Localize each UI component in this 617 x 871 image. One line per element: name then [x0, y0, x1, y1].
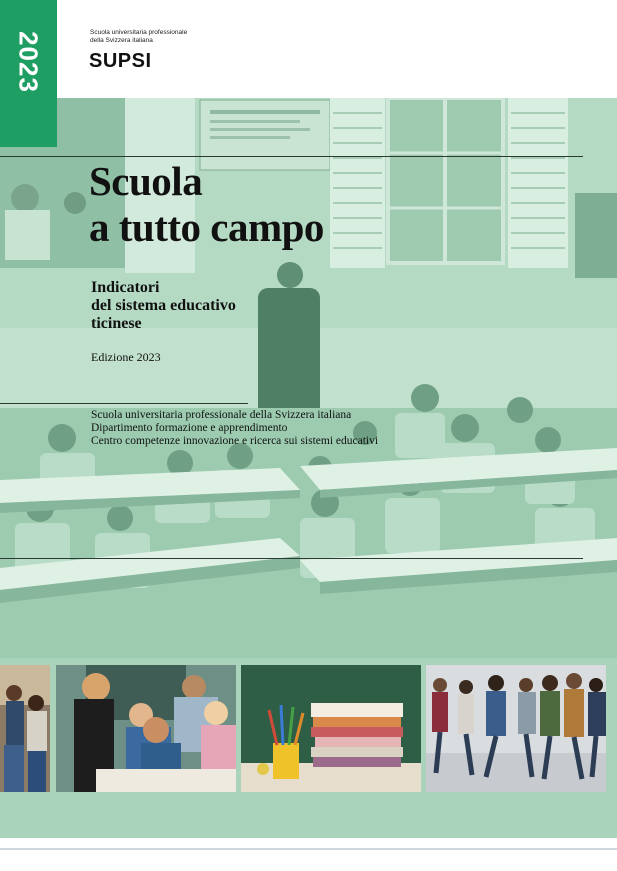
logo-tagline-line: Scuola universitaria professionale: [90, 29, 188, 36]
bottom-divider: [0, 848, 617, 850]
institution-line: Centro competenze innovazione e ricerca sui sistemi educativi: [91, 435, 379, 447]
divider-line: [0, 558, 583, 559]
institution-line: Dipartimento formazione e apprendimento: [91, 422, 288, 434]
books-and-pencils-photo: [241, 665, 421, 792]
title-line: a tutto campo: [89, 204, 324, 250]
supsi-logo: SUPSI: [89, 50, 152, 72]
classroom-teacher-children-photo: [56, 665, 236, 792]
edition-label: Edizione 2023: [91, 350, 161, 364]
bottom-margin: [0, 838, 617, 871]
institution-block: [91, 409, 378, 448]
document-title: [89, 158, 324, 250]
year-tab: [0, 0, 57, 147]
divider-line: [0, 156, 583, 157]
title-line: Scuola: [89, 158, 203, 204]
logo-tagline: [90, 29, 200, 45]
crowd-of-students-photo: [426, 665, 606, 792]
subtitle-line: ticinese: [91, 315, 142, 332]
logo-tagline-line: della Svizzera italiana: [90, 37, 153, 44]
document-subtitle: [91, 279, 236, 333]
divider-line: [0, 403, 248, 404]
students-walking-photo: [0, 665, 50, 792]
year-label: 2023: [13, 31, 44, 93]
header-strip: [0, 0, 617, 98]
subtitle-line: Indicatori: [91, 279, 160, 296]
institution-line: Scuola universitaria professionale della Svizzera italiana: [91, 409, 352, 421]
subtitle-line: del sistema educativo: [91, 297, 236, 314]
